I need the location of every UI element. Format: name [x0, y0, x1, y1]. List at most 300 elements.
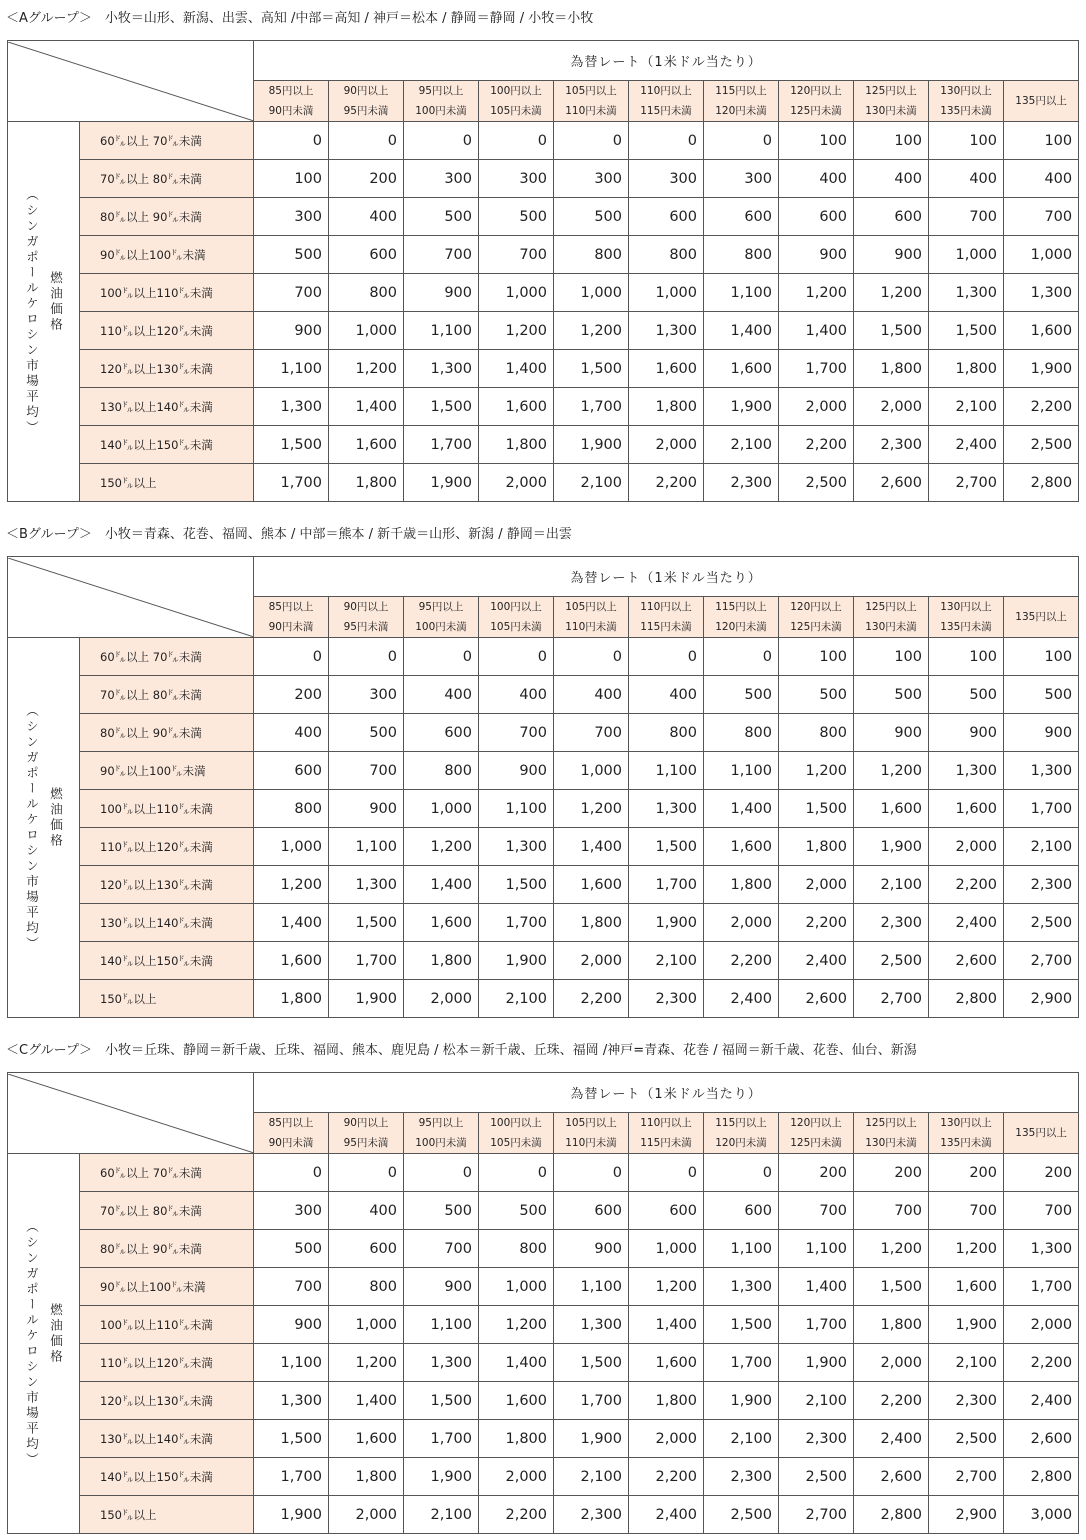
- fuel-price-row-header: 70㌦以上 80㌦未満: [80, 1192, 254, 1230]
- surcharge-value: 1,700: [329, 942, 404, 980]
- surcharge-value: 1,000: [629, 274, 704, 312]
- surcharge-value: 600: [254, 752, 329, 790]
- surcharge-value: 300: [479, 160, 554, 198]
- surcharge-value: 2,200: [629, 464, 704, 502]
- surcharge-value: 1,000: [554, 274, 629, 312]
- surcharge-value: 900: [1004, 714, 1079, 752]
- surcharge-value: 0: [329, 638, 404, 676]
- rate-header-to: 90円未満: [268, 621, 314, 633]
- surcharge-value: 2,100: [629, 942, 704, 980]
- surcharge-value: 1,200: [479, 312, 554, 350]
- surcharge-value: 300: [554, 160, 629, 198]
- surcharge-value: 1,500: [479, 866, 554, 904]
- surcharge-value: 1,900: [779, 1344, 854, 1382]
- rate-header-from: 90円以上: [343, 1117, 389, 1129]
- surcharge-value: 2,400: [929, 426, 1004, 464]
- surcharge-value: 1,000: [629, 1230, 704, 1268]
- fuel-price-row-header: 80㌦以上 90㌦未満: [80, 1230, 254, 1268]
- rate-header-from: 125円以上: [865, 85, 917, 97]
- surcharge-value: 900: [329, 790, 404, 828]
- surcharge-value: 1,500: [254, 426, 329, 464]
- surcharge-value: 2,300: [929, 1382, 1004, 1420]
- surcharge-value: 700: [554, 714, 629, 752]
- surcharge-value: 500: [1004, 676, 1079, 714]
- surcharge-value: 1,800: [404, 942, 479, 980]
- fuel-price-row-header: 70㌦以上 80㌦未満: [80, 676, 254, 714]
- surcharge-value: 1,900: [329, 980, 404, 1018]
- rate-header-from: 135円以上: [1015, 611, 1067, 623]
- surcharge-value: 400: [929, 160, 1004, 198]
- rate-column-header: [854, 1113, 929, 1154]
- surcharge-value: 1,100: [779, 1230, 854, 1268]
- surcharge-value: 200: [929, 1154, 1004, 1192]
- rate-header-from: 85円以上: [268, 85, 314, 97]
- surcharge-value: 1,700: [254, 464, 329, 502]
- surcharge-value: 900: [404, 274, 479, 312]
- exchange-rate-title: 為替レート（1米ドル当たり）: [254, 1073, 1079, 1113]
- rate-header-to: 120円未満: [715, 1137, 767, 1149]
- surcharge-value: 300: [254, 1192, 329, 1230]
- surcharge-value: 600: [629, 198, 704, 236]
- surcharge-value: 2,100: [779, 1382, 854, 1420]
- surcharge-value: 700: [404, 1230, 479, 1268]
- surcharge-value: 900: [479, 752, 554, 790]
- surcharge-value: 900: [404, 1268, 479, 1306]
- rate-column-header: [1004, 597, 1079, 638]
- surcharge-value: 2,300: [854, 426, 929, 464]
- rate-header-to: 125円未満: [790, 105, 842, 117]
- surcharge-value: 1,700: [404, 1420, 479, 1458]
- surcharge-value: 0: [479, 638, 554, 676]
- rate-header-from: 100円以上: [490, 601, 542, 613]
- surcharge-value: 1,600: [329, 1420, 404, 1458]
- rate-header-from: 95円以上: [418, 1117, 464, 1129]
- surcharge-value: 0: [704, 122, 779, 160]
- corner-cell: [8, 557, 254, 638]
- surcharge-value: 2,100: [404, 1496, 479, 1534]
- surcharge-value: 800: [704, 714, 779, 752]
- surcharge-value: 400: [479, 676, 554, 714]
- surcharge-value: 1,300: [929, 752, 1004, 790]
- surcharge-value: 0: [554, 638, 629, 676]
- surcharge-value: 2,600: [779, 980, 854, 1018]
- surcharge-value: 1,700: [254, 1458, 329, 1496]
- surcharge-value: 1,900: [554, 426, 629, 464]
- surcharge-value: 0: [479, 122, 554, 160]
- surcharge-value: 2,000: [704, 904, 779, 942]
- surcharge-value: 1,600: [704, 350, 779, 388]
- surcharge-value: 800: [329, 1268, 404, 1306]
- rate-header-from: 105円以上: [565, 85, 617, 97]
- surcharge-value: 0: [404, 122, 479, 160]
- table-row: [8, 236, 1079, 274]
- surcharge-value: 100: [779, 122, 854, 160]
- surcharge-value: 2,000: [329, 1496, 404, 1534]
- rate-column-header: [479, 81, 554, 122]
- kerosene-market-label: （シンガポールケロシン市場平均）: [24, 1219, 40, 1468]
- rate-header-to: 130円未満: [865, 1137, 917, 1149]
- rate-header-from: 100円以上: [490, 1117, 542, 1129]
- exchange-rate-title: 為替レート（1米ドル当たり）: [254, 557, 1079, 597]
- surcharge-value: 500: [779, 676, 854, 714]
- surcharge-value: 2,400: [629, 1496, 704, 1534]
- rate-column-header: [779, 597, 854, 638]
- rate-header-to: 95円未満: [343, 621, 389, 633]
- surcharge-value: 0: [404, 1154, 479, 1192]
- surcharge-value: 1,200: [629, 1268, 704, 1306]
- table-row: [8, 752, 1079, 790]
- fuel-price-row-header: 130㌦以上140㌦未満: [80, 904, 254, 942]
- surcharge-value: 1,500: [629, 828, 704, 866]
- surcharge-value: 1,300: [254, 1382, 329, 1420]
- fuel-price-axis-label: [8, 122, 80, 502]
- rate-header-from: 115円以上: [715, 1117, 767, 1129]
- rate-header-to: 105円未満: [490, 1137, 542, 1149]
- surcharge-value: 1,000: [479, 1268, 554, 1306]
- surcharge-value: 1,800: [254, 980, 329, 1018]
- rate-header-to: 130円未満: [865, 105, 917, 117]
- surcharge-value: 1,900: [929, 1306, 1004, 1344]
- surcharge-value: 1,200: [854, 274, 929, 312]
- rate-header-from: 110円以上: [640, 1117, 692, 1129]
- fuel-price-row-header: 100㌦以上110㌦未満: [80, 274, 254, 312]
- rate-header-to: 110円未満: [565, 1137, 617, 1149]
- surcharge-value: 100: [929, 122, 1004, 160]
- rate-header-to: 120円未満: [715, 105, 767, 117]
- surcharge-value: 1,600: [554, 866, 629, 904]
- surcharge-value: 1,400: [704, 790, 779, 828]
- rate-header-from: 110円以上: [640, 85, 692, 97]
- surcharge-value: 100: [1004, 638, 1079, 676]
- surcharge-value: 1,600: [254, 942, 329, 980]
- surcharge-value: 900: [254, 1306, 329, 1344]
- surcharge-value: 1,400: [779, 1268, 854, 1306]
- surcharge-value: 2,400: [704, 980, 779, 1018]
- surcharge-value: 1,800: [479, 426, 554, 464]
- surcharge-value: 200: [329, 160, 404, 198]
- rate-column-header: [329, 81, 404, 122]
- table-row: [8, 1306, 1079, 1344]
- surcharge-value: 2,800: [1004, 1458, 1079, 1496]
- surcharge-value: 1,500: [254, 1420, 329, 1458]
- surcharge-value: 1,000: [329, 1306, 404, 1344]
- surcharge-value: 2,000: [629, 426, 704, 464]
- table-row: [8, 426, 1079, 464]
- rate-column-header: [479, 1113, 554, 1154]
- surcharge-value: 2,600: [854, 1458, 929, 1496]
- surcharge-value: 2,200: [1004, 388, 1079, 426]
- surcharge-value: 600: [854, 198, 929, 236]
- surcharge-value: 500: [404, 1192, 479, 1230]
- surcharge-value: 1,600: [479, 388, 554, 426]
- surcharge-value: 2,300: [554, 1496, 629, 1534]
- rate-header-to: 90円未満: [268, 1137, 314, 1149]
- surcharge-value: 1,800: [479, 1420, 554, 1458]
- surcharge-value: 1,100: [329, 828, 404, 866]
- surcharge-value: 1,500: [404, 388, 479, 426]
- rate-header-to: 125円未満: [790, 1137, 842, 1149]
- surcharge-value: 900: [854, 236, 929, 274]
- surcharge-value: 1,400: [554, 828, 629, 866]
- table-row: [8, 714, 1079, 752]
- surcharge-value: 200: [254, 676, 329, 714]
- surcharge-value: 1,000: [1004, 236, 1079, 274]
- surcharge-value: 700: [779, 1192, 854, 1230]
- table-row: [8, 1382, 1079, 1420]
- surcharge-value: 1,300: [929, 274, 1004, 312]
- surcharge-value: 1,600: [629, 350, 704, 388]
- surcharge-value: 0: [629, 122, 704, 160]
- fuel-price-row-header: 120㌦以上130㌦未満: [80, 1382, 254, 1420]
- surcharge-value: 1,100: [629, 752, 704, 790]
- surcharge-value: 800: [479, 1230, 554, 1268]
- surcharge-value: 400: [779, 160, 854, 198]
- rate-column-header: [404, 1113, 479, 1154]
- surcharge-value: 1,600: [329, 426, 404, 464]
- fuel-price-row-header: 130㌦以上140㌦未満: [80, 388, 254, 426]
- surcharge-value: 900: [554, 1230, 629, 1268]
- surcharge-table: [7, 40, 1079, 502]
- surcharge-value: 1,800: [854, 1306, 929, 1344]
- surcharge-value: 600: [404, 714, 479, 752]
- rate-column-header: [254, 1113, 329, 1154]
- surcharge-value: 1,200: [779, 274, 854, 312]
- surcharge-value: 1,500: [554, 1344, 629, 1382]
- kerosene-market-label: （シンガポールケロシン市場平均）: [24, 187, 40, 436]
- rate-column-header: [779, 1113, 854, 1154]
- rate-header-to: 90円未満: [268, 105, 314, 117]
- surcharge-value: 2,100: [554, 464, 629, 502]
- table-row: [8, 828, 1079, 866]
- surcharge-value: 1,900: [854, 828, 929, 866]
- surcharge-value: 2,200: [629, 1458, 704, 1496]
- rate-header-from: 120円以上: [790, 601, 842, 613]
- surcharge-value: 1,600: [854, 790, 929, 828]
- kerosene-market-label: （シンガポールケロシン市場平均）: [24, 703, 40, 952]
- fuel-price-row-header: 100㌦以上110㌦未満: [80, 790, 254, 828]
- surcharge-table: [7, 556, 1079, 1018]
- rate-column-header: [704, 1113, 779, 1154]
- surcharge-value: 2,000: [854, 388, 929, 426]
- surcharge-value: 1,300: [254, 388, 329, 426]
- rate-column-header: [629, 1113, 704, 1154]
- surcharge-value: 1,500: [404, 1382, 479, 1420]
- surcharge-value: 700: [329, 752, 404, 790]
- rate-column-header: [404, 597, 479, 638]
- surcharge-value: 0: [704, 1154, 779, 1192]
- surcharge-value: 1,000: [479, 274, 554, 312]
- fuel-price-row-header: 110㌦以上120㌦未満: [80, 312, 254, 350]
- surcharge-value: 1,300: [1004, 752, 1079, 790]
- rate-header-from: 130円以上: [940, 85, 992, 97]
- surcharge-value: 600: [779, 198, 854, 236]
- surcharge-value: 1,900: [404, 464, 479, 502]
- surcharge-value: 2,200: [854, 1382, 929, 1420]
- rate-column-header: [554, 81, 629, 122]
- surcharge-value: 1,100: [404, 312, 479, 350]
- surcharge-value: 700: [854, 1192, 929, 1230]
- surcharge-value: 2,200: [1004, 1344, 1079, 1382]
- rate-column-header: [704, 597, 779, 638]
- rate-column-header: [779, 81, 854, 122]
- rate-header-to: 135円未満: [940, 1137, 992, 1149]
- surcharge-value: 2,000: [779, 388, 854, 426]
- table-row: [8, 1344, 1079, 1382]
- surcharge-value: 1,900: [404, 1458, 479, 1496]
- table-row: [8, 350, 1079, 388]
- rate-header-from: 100円以上: [490, 85, 542, 97]
- table-row: [8, 122, 1079, 160]
- surcharge-value: 0: [704, 638, 779, 676]
- group-title: ＜Bグループ＞ 小牧＝青森、花巻、福岡、熊本 / 中部＝熊本 / 新千歳＝山形、新潟 / 静岡＝出雲: [6, 527, 572, 542]
- table-row: [8, 676, 1079, 714]
- surcharge-value: 1,900: [704, 388, 779, 426]
- surcharge-value: 1,800: [329, 1458, 404, 1496]
- surcharge-value: 1,200: [779, 752, 854, 790]
- surcharge-value: 400: [404, 676, 479, 714]
- fuel-price-label: 燃油価格: [48, 1302, 64, 1365]
- surcharge-value: 500: [554, 198, 629, 236]
- surcharge-value: 1,600: [929, 1268, 1004, 1306]
- rate-column-header: [479, 597, 554, 638]
- surcharge-value: 2,300: [779, 1420, 854, 1458]
- surcharge-value: 2,300: [854, 904, 929, 942]
- fuel-price-row-header: 140㌦以上150㌦未満: [80, 942, 254, 980]
- rate-header-to: 135円未満: [940, 105, 992, 117]
- rate-header-to: 100円未満: [415, 621, 467, 633]
- fuel-price-row-header: 80㌦以上 90㌦未満: [80, 198, 254, 236]
- surcharge-value: 300: [704, 160, 779, 198]
- surcharge-value: 1,300: [479, 828, 554, 866]
- fuel-price-row-header: 70㌦以上 80㌦未満: [80, 160, 254, 198]
- surcharge-value: 700: [254, 1268, 329, 1306]
- surcharge-value: 1,300: [629, 312, 704, 350]
- table-row: [8, 942, 1079, 980]
- rate-column-header: [929, 1113, 1004, 1154]
- surcharge-value: 2,000: [854, 1344, 929, 1382]
- surcharge-value: 1,400: [704, 312, 779, 350]
- table-row: [8, 198, 1079, 236]
- rate-header-from: 115円以上: [715, 601, 767, 613]
- fuel-price-row-header: 120㌦以上130㌦未満: [80, 866, 254, 904]
- surcharge-value: 2,600: [1004, 1420, 1079, 1458]
- surcharge-value: 400: [329, 198, 404, 236]
- table-row: [8, 160, 1079, 198]
- surcharge-value: 2,900: [929, 1496, 1004, 1534]
- surcharge-value: 1,200: [329, 1344, 404, 1382]
- fuel-price-row-header: 90㌦以上100㌦未満: [80, 236, 254, 274]
- fuel-price-label: 燃油価格: [48, 270, 64, 333]
- surcharge-value: 800: [629, 236, 704, 274]
- surcharge-value: 500: [479, 198, 554, 236]
- fuel-price-axis-label: [8, 1154, 80, 1534]
- table-row: [8, 1192, 1079, 1230]
- surcharge-value: 800: [404, 752, 479, 790]
- rate-column-header: [629, 81, 704, 122]
- surcharge-value: 300: [629, 160, 704, 198]
- surcharge-value: 100: [854, 122, 929, 160]
- rate-header-from: 90円以上: [343, 85, 389, 97]
- rate-header-from: 95円以上: [418, 601, 464, 613]
- surcharge-value: 1,500: [779, 790, 854, 828]
- table-row: [8, 790, 1079, 828]
- surcharge-value: 600: [329, 1230, 404, 1268]
- surcharge-value: 2,300: [704, 464, 779, 502]
- surcharge-value: 800: [329, 274, 404, 312]
- surcharge-value: 2,000: [929, 828, 1004, 866]
- surcharge-value: 2,700: [1004, 942, 1079, 980]
- surcharge-value: 1,800: [629, 388, 704, 426]
- table-row: [8, 1420, 1079, 1458]
- surcharge-value: 800: [254, 790, 329, 828]
- surcharge-value: 100: [254, 160, 329, 198]
- surcharge-value: 700: [1004, 198, 1079, 236]
- surcharge-value: 1,500: [554, 350, 629, 388]
- surcharge-value: 1,200: [329, 350, 404, 388]
- surcharge-value: 1,400: [479, 1344, 554, 1382]
- surcharge-value: 2,400: [1004, 1382, 1079, 1420]
- surcharge-value: 200: [779, 1154, 854, 1192]
- surcharge-value: 800: [704, 236, 779, 274]
- rate-header-from: 130円以上: [940, 1117, 992, 1129]
- fuel-price-row-header: 60㌦以上 70㌦未満: [80, 122, 254, 160]
- surcharge-value: 0: [629, 1154, 704, 1192]
- surcharge-value: 1,800: [929, 350, 1004, 388]
- surcharge-value: 500: [704, 676, 779, 714]
- surcharge-value: 0: [329, 1154, 404, 1192]
- surcharge-value: 500: [929, 676, 1004, 714]
- surcharge-value: 1,500: [854, 312, 929, 350]
- surcharge-value: 1,900: [1004, 350, 1079, 388]
- surcharge-value: 900: [779, 236, 854, 274]
- surcharge-value: 400: [854, 160, 929, 198]
- surcharge-value: 2,600: [929, 942, 1004, 980]
- surcharge-value: 600: [704, 198, 779, 236]
- table-row: [8, 1496, 1079, 1534]
- exchange-rate-title: 為替レート（1米ドル当たり）: [254, 41, 1079, 81]
- surcharge-value: 900: [854, 714, 929, 752]
- rate-column-header: [254, 597, 329, 638]
- fuel-price-row-header: 150㌦以上: [80, 1496, 254, 1534]
- rate-header-from: 90円以上: [343, 601, 389, 613]
- surcharge-value: 0: [554, 122, 629, 160]
- surcharge-value: 1,600: [629, 1344, 704, 1382]
- surcharge-value: 1,700: [1004, 1268, 1079, 1306]
- fuel-price-row-header: 130㌦以上140㌦未満: [80, 1420, 254, 1458]
- rate-column-header: [404, 81, 479, 122]
- surcharge-value: 2,400: [854, 1420, 929, 1458]
- surcharge-value: 1,800: [554, 904, 629, 942]
- surcharge-value: 1,300: [404, 1344, 479, 1382]
- surcharge-value: 1,700: [779, 1306, 854, 1344]
- rate-column-header: [854, 81, 929, 122]
- rate-column-header: [254, 81, 329, 122]
- surcharge-value: 1,000: [329, 312, 404, 350]
- surcharge-value: 2,000: [479, 1458, 554, 1496]
- surcharge-value: 1,000: [404, 790, 479, 828]
- surcharge-value: 900: [929, 714, 1004, 752]
- surcharge-value: 1,500: [854, 1268, 929, 1306]
- surcharge-value: 0: [479, 1154, 554, 1192]
- surcharge-value: 100: [779, 638, 854, 676]
- rate-header-from: 85円以上: [268, 1117, 314, 1129]
- surcharge-value: 1,300: [1004, 1230, 1079, 1268]
- surcharge-value: 500: [254, 1230, 329, 1268]
- surcharge-value: 1,400: [479, 350, 554, 388]
- surcharge-value: 0: [329, 122, 404, 160]
- diagonal-line: [8, 558, 254, 637]
- surcharge-value: 1,300: [704, 1268, 779, 1306]
